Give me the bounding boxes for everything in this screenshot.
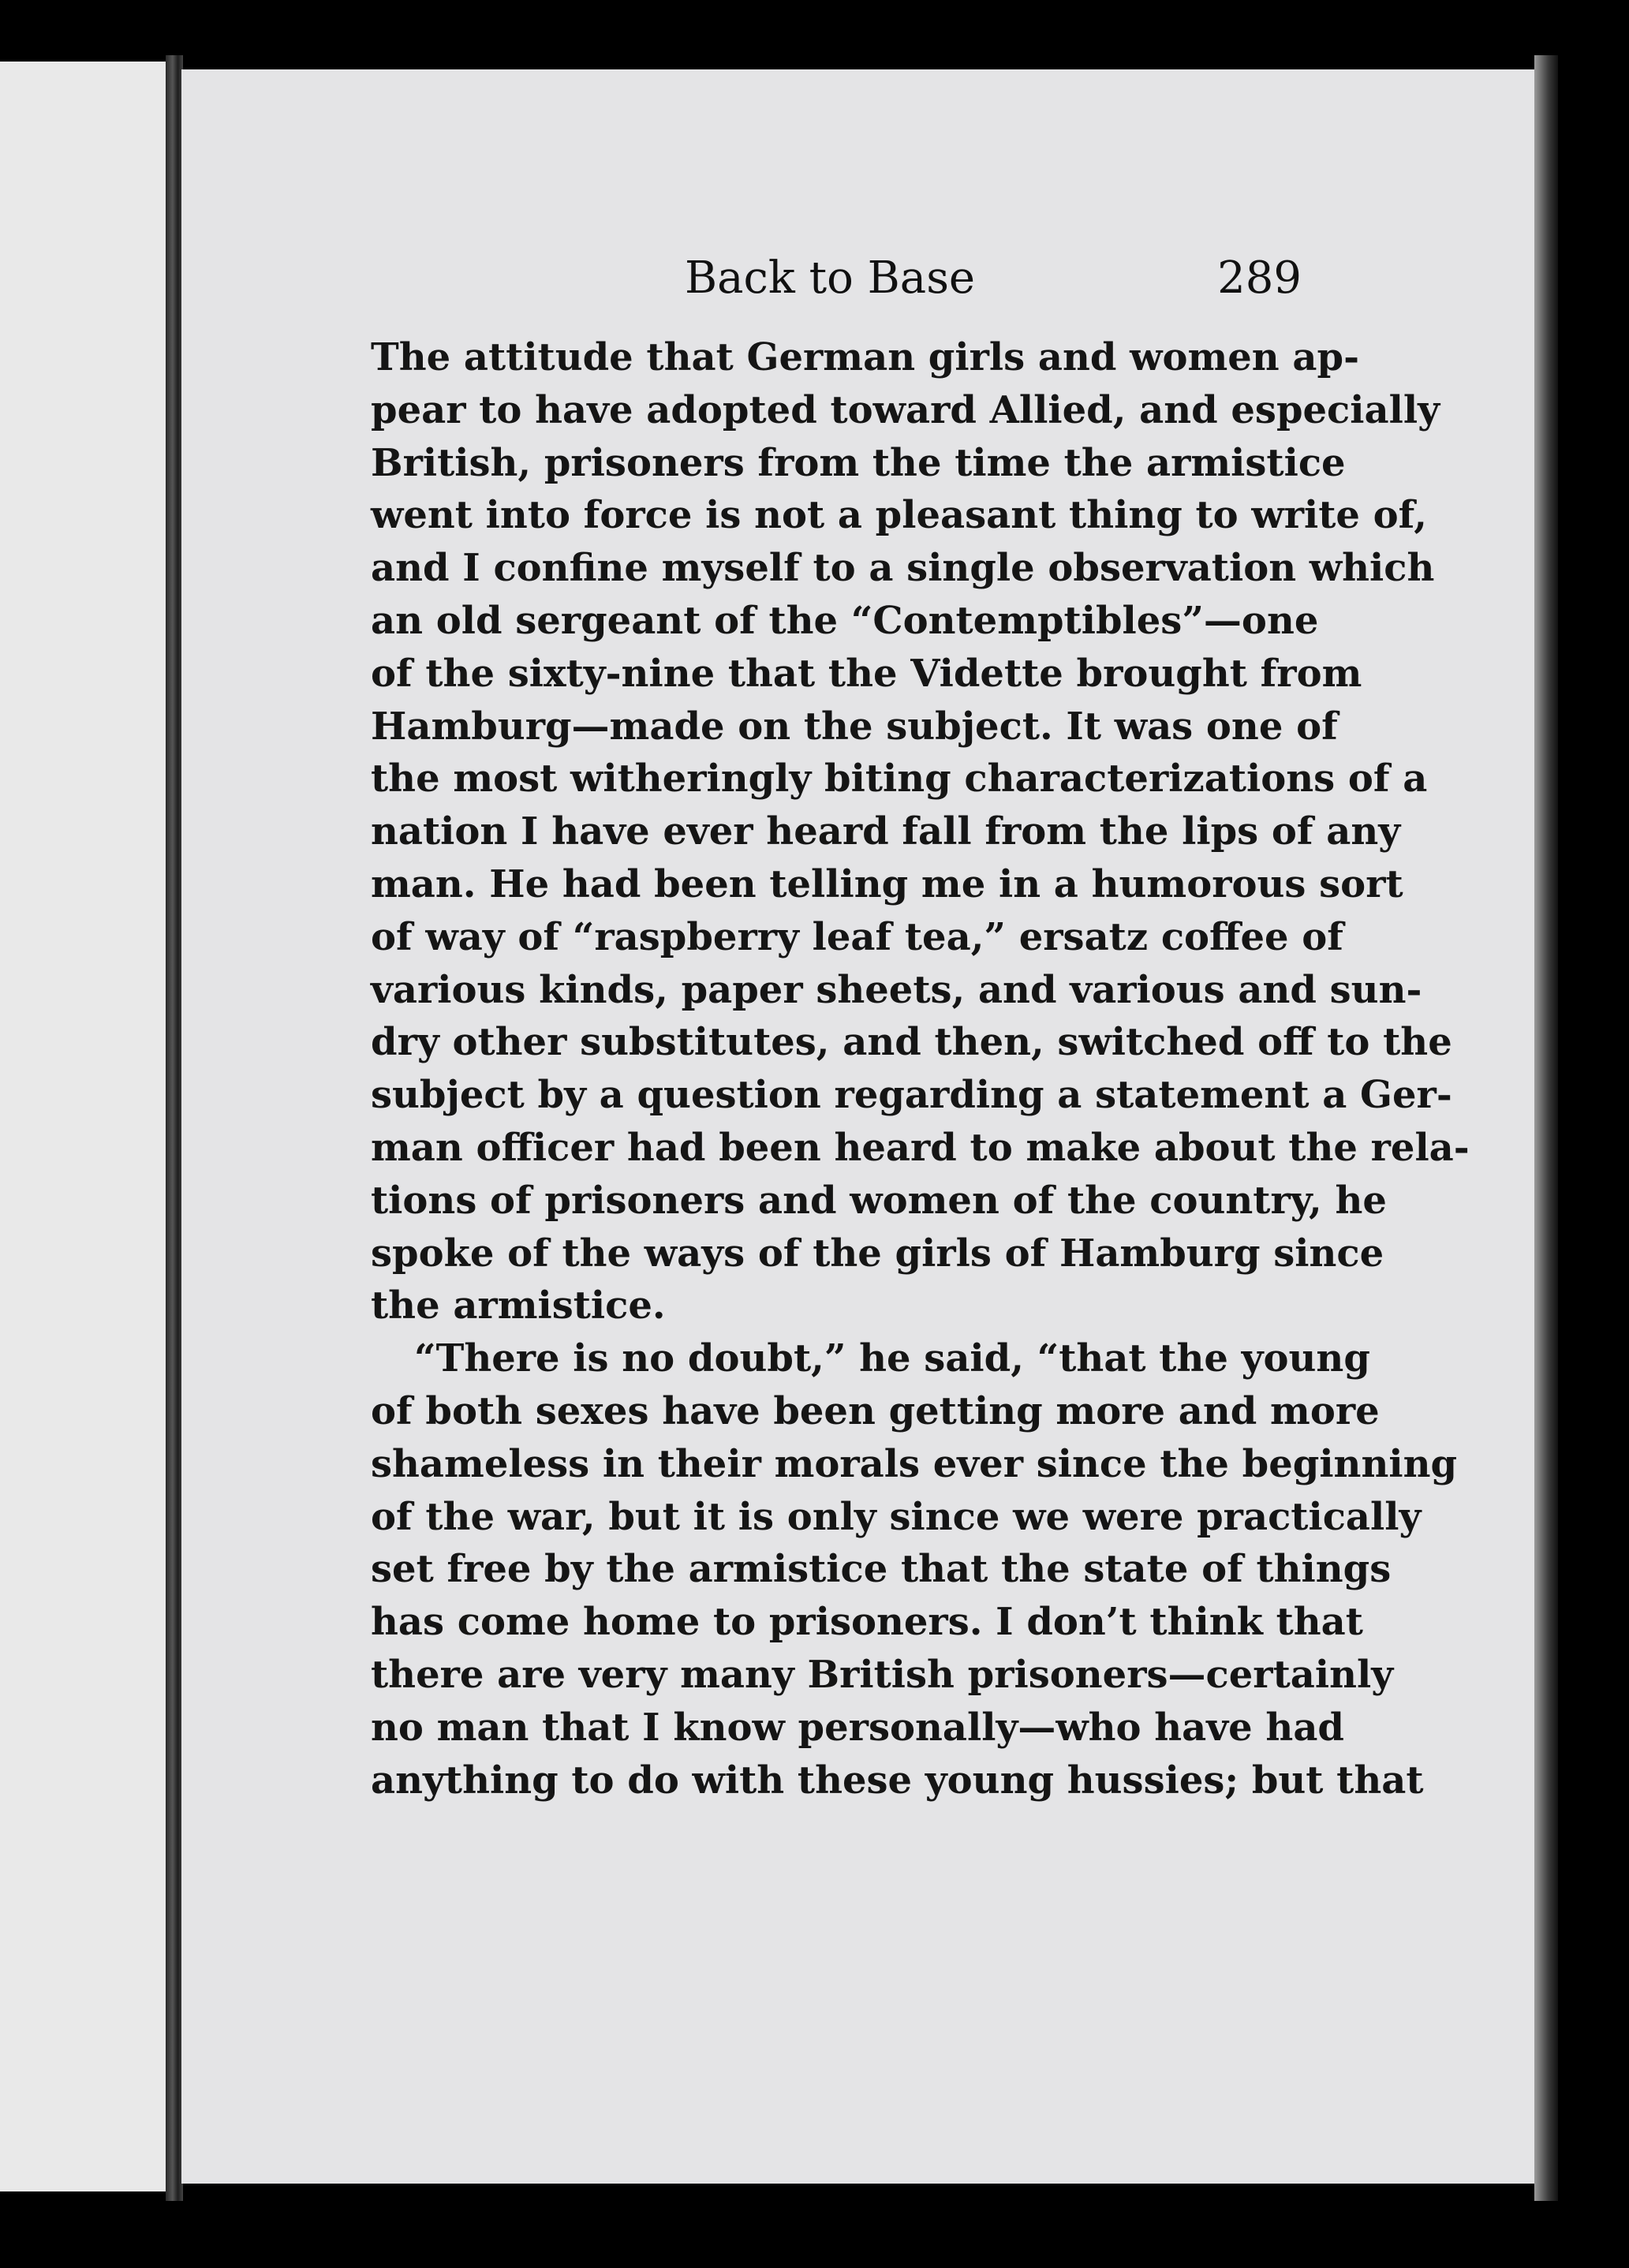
book-spine <box>166 55 183 2201</box>
text-line: an old sergeant of the “Contemptibles”—one <box>371 598 1319 643</box>
paragraph <box>371 331 1470 1332</box>
text-line: of the sixty-nine that the Vidette brought from <box>371 651 1362 696</box>
text-line: the most witheringly biting characterizations of a <box>371 757 1428 801</box>
text-line: various kinds, paper sheets, and various and sun- <box>371 967 1422 1012</box>
text-line: The attitude that German girls and women ap- <box>371 335 1359 379</box>
text-line: of the war, but it is only since we were practically <box>371 1494 1422 1539</box>
text-line: anything to do with these young hussies; but that <box>371 1758 1424 1803</box>
text-line: nation I have ever heard fall from the lips of any <box>371 809 1401 854</box>
running-title: Back to Base <box>685 252 976 304</box>
body-text <box>371 331 1470 1807</box>
text-line: subject by a question regarding a statement a Ger- <box>371 1073 1452 1118</box>
paragraph <box>371 1332 1458 1807</box>
text-line: tions of prisoners and women of the country, he <box>371 1178 1387 1223</box>
page-number: 289 <box>1217 252 1302 304</box>
text-line: Hamburg—made on the subject. It was one of <box>371 704 1338 749</box>
text-line: and I confine myself to a single observation which <box>371 546 1435 591</box>
text-line: “There is no doubt,” he said, “that the young <box>414 1336 1370 1381</box>
text-line: dry other substitutes, and then, switched off to the <box>371 1020 1452 1065</box>
text-line: of both sexes have been getting more and more <box>371 1388 1380 1433</box>
text-line: man officer had been heard to make about the rela- <box>371 1125 1470 1170</box>
text-line: went into force is not a pleasant thing to write of, <box>371 493 1427 538</box>
text-line: British, prisoners from the time the armistice <box>371 440 1346 485</box>
left-page-edge <box>0 62 170 2191</box>
text-line: man. He had been telling me in a humorous sort <box>371 861 1403 906</box>
text-line: pear to have adopted toward Allied, and especially <box>371 387 1440 432</box>
text-line: of way of “raspberry leaf tea,” ersatz coffee of <box>371 914 1343 959</box>
text-line: there are very many British prisoners—certainly <box>371 1652 1394 1697</box>
text-line: no man that I know personally—who have had <box>371 1705 1344 1750</box>
running-head <box>371 251 1302 306</box>
text-line: spoke of the ways of the girls of Hamburg since <box>371 1231 1384 1276</box>
right-page-edge <box>1534 55 1558 2201</box>
text-line: the armistice. <box>371 1283 666 1328</box>
text-line: set free by the armistice that the state of things <box>371 1547 1392 1592</box>
text-line: has come home to prisoners. I don’t think that <box>371 1600 1363 1645</box>
text-line: shameless in their morals ever since the beginning <box>371 1441 1458 1486</box>
